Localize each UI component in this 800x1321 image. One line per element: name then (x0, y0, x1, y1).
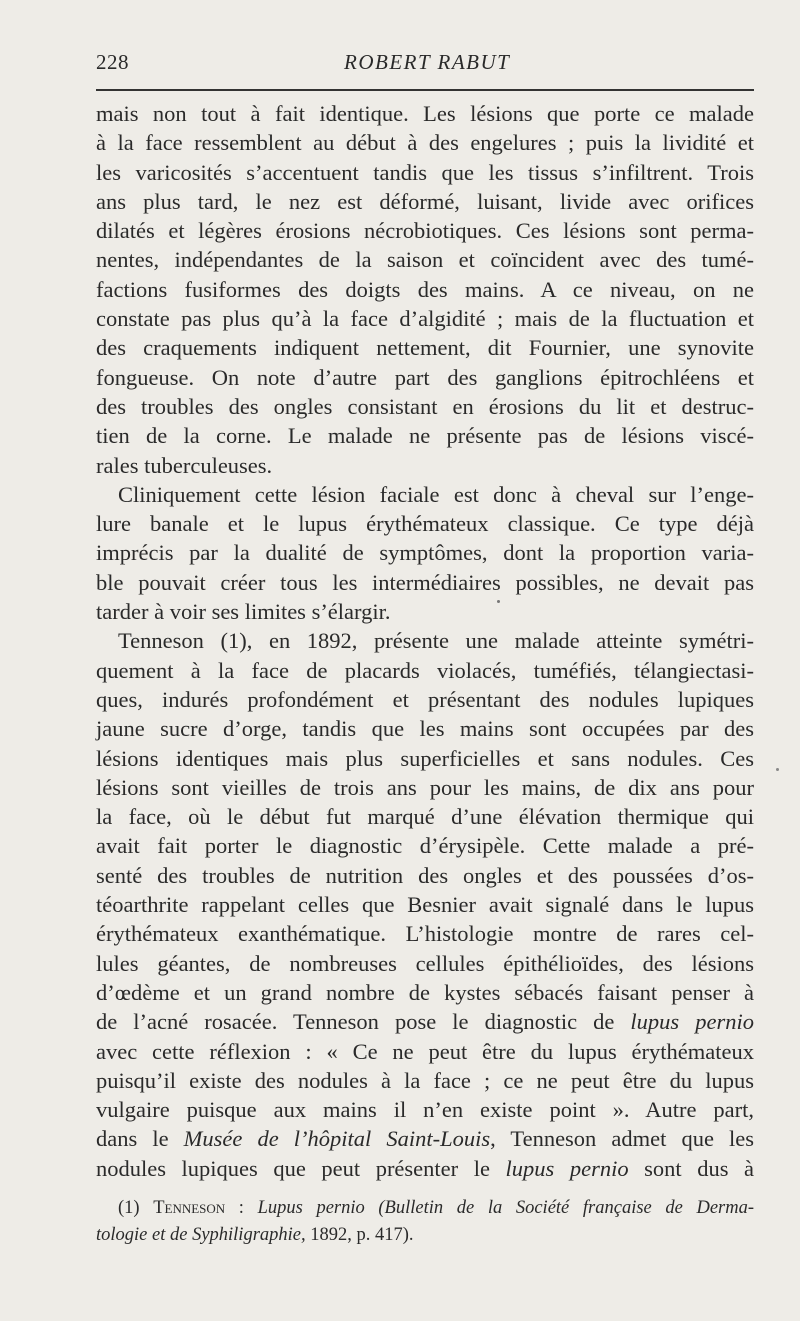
text-line: les varicosités s’accentuent tandis que les tissus s’infiltrent. Trois (96, 159, 754, 185)
footnote-marker: (1) (118, 1198, 154, 1218)
text-line: à la face ressemblent au début à des engelures ; puis la lividité et (96, 130, 754, 156)
text-line: senté des troubles de nutrition des ongles et des poussées d’os- (96, 862, 754, 888)
text-line: des craquements indiquent nettement, dit Fournier, une synovite (96, 335, 754, 361)
text-line (96, 1007, 754, 1036)
footnote-title-cont: tologie et de Syphiligraphie, (96, 1225, 306, 1245)
text-line: factions fusiformes des doigts des mains. A ce niveau, on ne (96, 276, 754, 302)
text-line: lure banale et le lupus érythémateux classique. Ce type déjà (96, 511, 754, 537)
text-line: vulgaire puisque aux mains il n’en existe point ». Autre part, (96, 1097, 754, 1123)
italic-term: lupus pernio (630, 1009, 754, 1035)
text-line: ans plus tard, le nez est déformé, luisant, livide avec orifices (96, 188, 754, 214)
text-line: érythémateux exanthématique. L’histologie montre de rares cel- (96, 921, 754, 947)
running-title: ROBERT RABUT (344, 50, 511, 74)
text-span: 1892, p. 417). (305, 1225, 414, 1245)
text-span: sont dus à (628, 1155, 755, 1181)
text-line: lésions identiques mais plus superficielles et sans nodules. Ces (96, 745, 754, 771)
text-line: imprécis par la dualité de symptômes, dont la proportion varia- (96, 540, 754, 566)
ink-speck (497, 600, 500, 603)
text-line: d’œdème et un grand nombre de kystes sébacés faisant penser à (96, 979, 754, 1005)
footnote-line (96, 1195, 754, 1222)
italic-title: Musée de l’hôpital Saint-Louis (183, 1126, 491, 1152)
text-line (96, 1124, 754, 1153)
paragraph-1 (96, 99, 754, 480)
text-line: fongueuse. On note d’autre part des ganglions épitrochléens et (96, 364, 754, 390)
header-rule (96, 89, 754, 91)
italic-term: lupus pernio (505, 1155, 629, 1181)
text-span: : (225, 1198, 258, 1218)
text-span: , Tenneson admet que les (490, 1126, 754, 1152)
page-number: 228 (96, 50, 129, 74)
ink-speck (776, 768, 779, 771)
text-span: nodules lupiques que peut présenter le (96, 1155, 506, 1181)
text-line: puisqu’il existe des nodules à la face ; ce ne peut être du lupus (96, 1067, 754, 1093)
text-line: lules géantes, de nombreuses cellules épithélioïdes, des lésions (96, 950, 754, 976)
text-line: constate pas plus qu’à la face d’algidité ; mais de la fluctuation et (96, 306, 754, 332)
text-line: des troubles des ongles consistant en érosions du lit et destruc- (96, 393, 754, 419)
text-line: quement à la face de placards violacés, tuméfiés, télangiectasi- (96, 657, 754, 683)
footnote-author: Tenneson (153, 1198, 226, 1218)
text-span: dans le (96, 1126, 184, 1152)
body-text (96, 99, 754, 1183)
text-line (96, 1154, 754, 1183)
text-line: lésions sont vieilles de trois ans pour les mains, de dix ans pour (96, 774, 754, 800)
text-line: mais non tout à fait identique. Les lésions que porte ce malade (96, 101, 754, 126)
text-line: Tenneson (1), en 1892, présente une malade atteinte symétri- (118, 628, 754, 654)
text-line: rales tuberculeuses. (96, 452, 273, 478)
page-header (96, 50, 754, 80)
text-line: tien de la corne. Le malade ne présente pas de lésions viscé- (96, 423, 754, 449)
text-line: téoarthrite rappelant celles que Besnier avait signalé dans le lupus (96, 892, 754, 918)
footnote (96, 1195, 754, 1249)
paragraph-3 (96, 626, 754, 1183)
text-line: jaune sucre d’orge, tandis que les mains sont occupées par des (96, 716, 754, 742)
footnote-line (96, 1222, 754, 1249)
text-line: ques, indurés profondément et présentant des nodules lupiques (96, 686, 754, 712)
text-line: dilatés et légères érosions nécrobiotiques. Ces lésions sont perma- (96, 218, 754, 244)
text-line: tarder à voir ses limites s’élargir. (96, 599, 391, 625)
text-span: de l’acné rosacée. Tenneson pose le diagnostic de (96, 1009, 631, 1035)
text-line: avait fait porter le diagnostic d’érysipèle. Cette malade a pré- (96, 833, 754, 859)
text-line: ble pouvait créer tous les intermédiaires possibles, ne devait pas (96, 569, 754, 595)
text-line: nentes, indépendantes de la saison et coïncident avec des tumé- (96, 247, 754, 273)
paragraph-2 (96, 480, 754, 626)
text-line: avec cette réflexion : « Ce ne peut être du lupus érythémateux (96, 1038, 754, 1064)
text-line: Cliniquement cette lésion faciale est donc à cheval sur l’enge- (118, 481, 754, 507)
text-line: la face, où le début fut marqué d’une élévation thermique qui (96, 804, 754, 830)
footnote-title: Lupus pernio (Bulletin de la Société française de Derma- (257, 1198, 755, 1218)
